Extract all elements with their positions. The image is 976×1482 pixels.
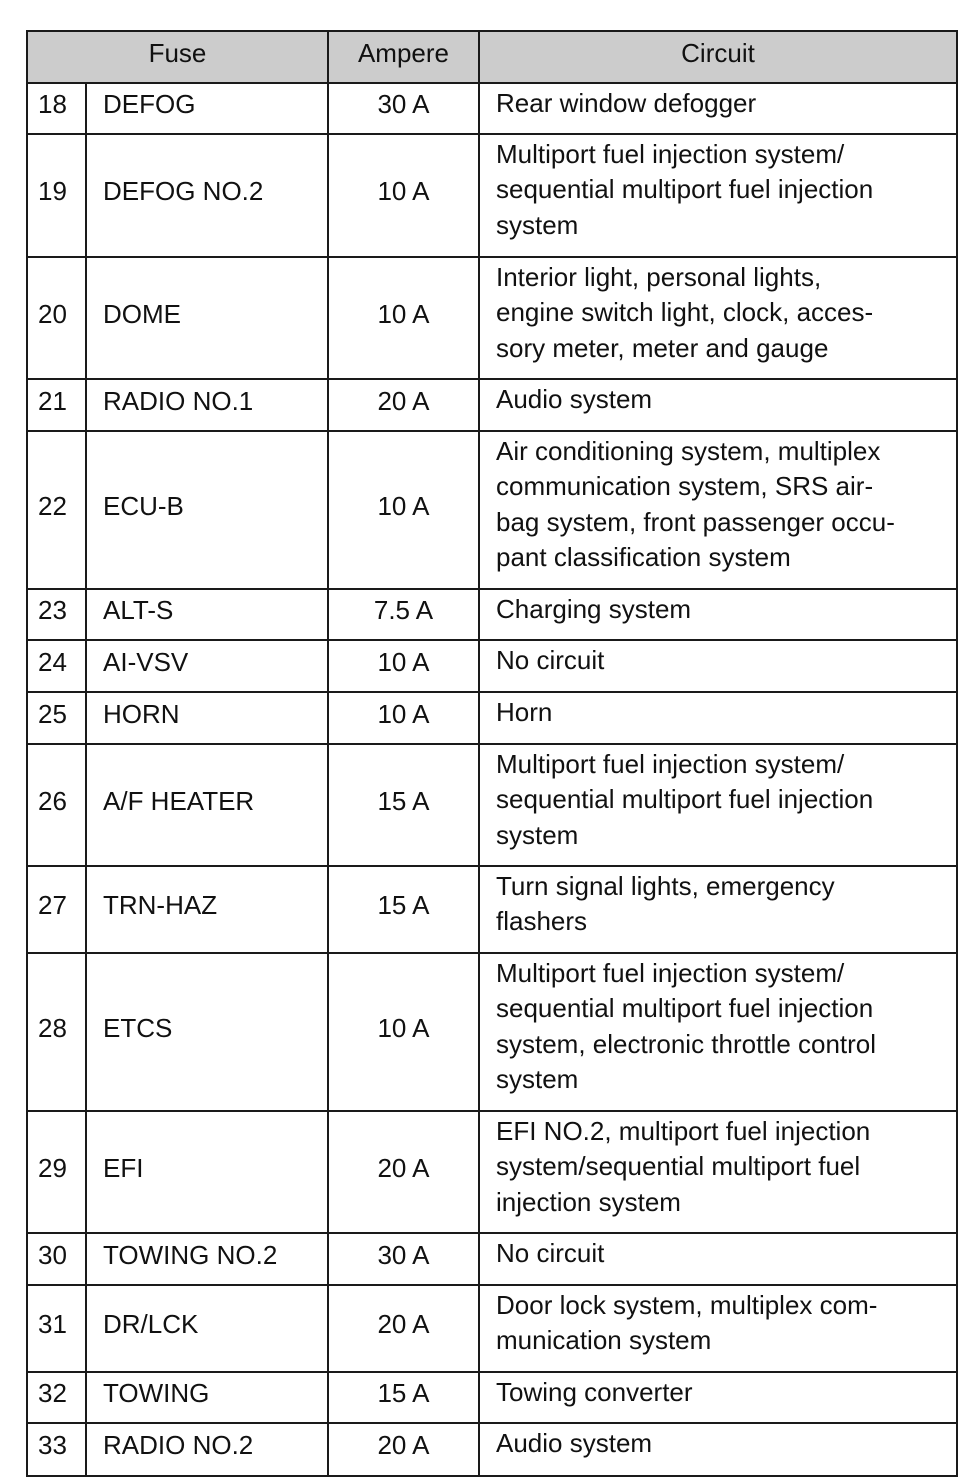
circuit-line: Multiport fuel injection system/: [496, 749, 845, 779]
fuse-number: [27, 640, 86, 692]
table-row: [27, 1285, 957, 1372]
fuse-name-text: DEFOG NO.2: [103, 176, 264, 206]
circuit-line: sequential multiport fuel injection: [496, 174, 874, 205]
fuse-name: [86, 744, 328, 866]
fuse-name: [86, 1372, 328, 1423]
fuse-number: [27, 953, 86, 1111]
fuse-ampere-text: 10 A: [377, 698, 430, 729]
fuse-ampere-text: 15 A: [377, 785, 430, 816]
table-row: [27, 1372, 957, 1423]
fuse-ampere: [328, 1233, 479, 1285]
table-row: [27, 379, 957, 431]
fuse-name: [86, 953, 328, 1111]
fuse-number-text: 29: [38, 1152, 67, 1183]
circuit-line: Audio system: [496, 384, 653, 414]
fuse-circuit: [479, 379, 957, 431]
table-row: [27, 83, 957, 134]
fuse-name-text: AI-VSV: [103, 646, 189, 677]
circuit-line: sequential multiport fuel injection: [496, 784, 874, 815]
circuit-line: engine switch light, clock, acces-: [496, 297, 874, 328]
fuse-ampere: [328, 431, 479, 589]
circuit-line: Charging system: [496, 594, 692, 624]
fuse-number: [27, 134, 86, 257]
fuse-name: [86, 866, 328, 953]
fuse-name-text: ETCS: [103, 1012, 173, 1043]
circuit-line: flashers: [496, 906, 588, 937]
fuse-number-text: 23: [38, 595, 67, 625]
fuse-circuit: [479, 83, 957, 134]
fuse-ampere-text: 30 A: [377, 1239, 430, 1270]
table-row: [27, 431, 957, 589]
circuit-line: system/sequential multiport fuel: [496, 1151, 861, 1182]
fuse-ampere: [328, 953, 479, 1111]
fuse-ampere-text: 20 A: [377, 1152, 430, 1183]
fuse-ampere: [328, 589, 479, 640]
fuse-number: [27, 431, 86, 589]
fuse-ampere: [328, 257, 479, 379]
fuse-name-text: HORN: [103, 698, 180, 729]
fuse-number-text: 22: [38, 490, 67, 521]
circuit-line: system: [496, 819, 579, 850]
fuse-ampere: [328, 83, 479, 134]
fuse-name-text: RADIO NO.1: [103, 385, 254, 416]
fuse-number-text: 24: [38, 646, 67, 677]
table-row: [27, 640, 957, 692]
fuse-name-text: EFI: [103, 1152, 144, 1183]
fuse-circuit: [479, 1372, 957, 1423]
fuse-circuit: [479, 589, 957, 640]
fuse-name-text: TOWING: [103, 1378, 210, 1408]
fuse-name: [86, 257, 328, 379]
circuit-line: Multiport fuel injection system/: [496, 139, 845, 169]
fuse-number-text: 28: [38, 1012, 67, 1043]
fuse-circuit: [479, 1285, 957, 1372]
table-row: [27, 1111, 957, 1233]
fuse-number: [27, 83, 86, 134]
circuit-line: No circuit: [496, 645, 605, 675]
fuse-name-text: TOWING NO.2: [103, 1239, 278, 1270]
table-row: [27, 692, 957, 744]
fuse-number-text: 19: [38, 176, 67, 206]
table-row: [27, 589, 957, 640]
fuse-number-text: 20: [38, 298, 67, 329]
fuse-circuit: [479, 1233, 957, 1285]
circuit-line: munication system: [496, 1325, 712, 1356]
fuse-number-text: 30: [38, 1239, 67, 1270]
fuse-number: [27, 744, 86, 866]
circuit-line: system: [496, 209, 579, 240]
fuse-ampere: [328, 379, 479, 431]
fuse-table-body: [27, 83, 957, 1476]
fuse-ampere: [328, 134, 479, 257]
fuse-number: [27, 589, 86, 640]
fuse-name-text: TRN-HAZ: [103, 890, 218, 920]
table-row: [27, 953, 957, 1111]
fuse-number: [27, 379, 86, 431]
circuit-line: Towing converter: [496, 1377, 693, 1407]
fuse-ampere-text: 10 A: [377, 298, 430, 329]
fuse-ampere-text: 15 A: [377, 890, 430, 920]
fuse-number: [27, 1285, 86, 1372]
fuse-ampere: [328, 744, 479, 866]
table-row: [27, 866, 957, 953]
fuse-ampere: [328, 866, 479, 953]
fuse-name: [86, 1285, 328, 1372]
fuse-number-text: 18: [38, 89, 67, 119]
fuse-circuit: [479, 744, 957, 866]
circuit-line: Door lock system, multiplex com-: [496, 1290, 878, 1320]
fuse-ampere: [328, 1372, 479, 1423]
circuit-line: pant classification system: [496, 541, 791, 572]
fuse-ampere-text: 10 A: [377, 646, 430, 677]
fuse-circuit: [479, 953, 957, 1111]
fuse-circuit: [479, 431, 957, 589]
fuse-number: [27, 1111, 86, 1233]
fuse-ampere: [328, 1111, 479, 1233]
fuse-ampere-text: 10 A: [377, 1012, 430, 1043]
fuse-name: [86, 379, 328, 431]
fuse-number: [27, 257, 86, 379]
fuse-name-text: DEFOG: [103, 89, 196, 119]
fuse-number-text: 33: [38, 1430, 67, 1460]
circuit-line: Air conditioning system, multiplex: [496, 436, 881, 466]
fuse-ampere-text: 10 A: [377, 490, 430, 521]
circuit-line: No circuit: [496, 1238, 605, 1268]
fuse-ampere-text: 7.5 A: [373, 595, 434, 625]
fuse-name: [86, 1111, 328, 1233]
circuit-line: Audio system: [496, 1428, 653, 1458]
fuse-ampere: [328, 1285, 479, 1372]
fuse-name-text: ECU-B: [103, 490, 184, 521]
fuse-number-text: 27: [38, 890, 67, 920]
circuit-line: sory meter, meter and gauge: [496, 332, 829, 363]
fuse-number: [27, 1423, 86, 1476]
fuse-circuit: [479, 1423, 957, 1476]
fuse-ampere: [328, 640, 479, 692]
circuit-line: system, electronic throttle control: [496, 1028, 877, 1059]
fuse-ampere-text: 20 A: [377, 1309, 430, 1339]
fuse-ampere-text: 20 A: [377, 385, 430, 416]
fuse-ampere: [328, 692, 479, 744]
circuit-line: EFI NO.2, multiport fuel injection: [496, 1116, 871, 1146]
circuit-line: bag system, front passenger occu-: [496, 506, 895, 537]
circuit-line: communication system, SRS air-: [496, 471, 874, 502]
fuse-name: [86, 134, 328, 257]
fuse-table: [26, 30, 958, 1477]
circuit-line: Interior light, personal lights,: [496, 262, 822, 292]
fuse-circuit: [479, 692, 957, 744]
fuse-name: [86, 692, 328, 744]
circuit-line: Horn: [496, 697, 553, 727]
header-ampere: Ampere: [328, 31, 479, 83]
fuse-ampere-text: 30 A: [377, 89, 430, 119]
circuit-line: Multiport fuel injection system/: [496, 958, 845, 988]
fuse-name-text: DR/LCK: [103, 1309, 199, 1339]
fuse-ampere-text: 20 A: [377, 1430, 430, 1460]
fuse-name: [86, 1233, 328, 1285]
table-row: [27, 744, 957, 866]
fuse-number: [27, 692, 86, 744]
fuse-ampere-text: 15 A: [377, 1378, 430, 1408]
fuse-name-text: RADIO NO.2: [103, 1430, 254, 1460]
circuit-line: Turn signal lights, emergency: [496, 871, 835, 901]
fuse-name: [86, 589, 328, 640]
header-circuit: Circuit: [479, 31, 957, 83]
fuse-number-text: 31: [38, 1309, 67, 1339]
fuse-number: [27, 1372, 86, 1423]
fuse-ampere-text: 10 A: [377, 176, 430, 206]
fuse-number-text: 32: [38, 1378, 67, 1408]
fuse-circuit: [479, 1111, 957, 1233]
fuse-circuit: [479, 866, 957, 953]
table-row: [27, 1233, 957, 1285]
fuse-name-text: ALT-S: [103, 595, 174, 625]
header-fuse: Fuse: [27, 31, 328, 83]
circuit-line: sequential multiport fuel injection: [496, 993, 874, 1024]
fuse-ampere: [328, 1423, 479, 1476]
fuse-number-text: 26: [38, 785, 67, 816]
fuse-name-text: DOME: [103, 298, 181, 329]
circuit-line: system: [496, 1063, 579, 1094]
fuse-circuit: [479, 640, 957, 692]
circuit-line: Rear window defogger: [496, 88, 757, 118]
table-row: [27, 134, 957, 257]
circuit-line: injection system: [496, 1186, 681, 1217]
fuse-circuit: [479, 134, 957, 257]
table-row: [27, 1423, 957, 1476]
fuse-number-text: 21: [38, 385, 67, 416]
fuse-number: [27, 1233, 86, 1285]
fuse-number: [27, 866, 86, 953]
fuse-name: [86, 83, 328, 134]
fuse-name: [86, 640, 328, 692]
fuse-circuit: [479, 257, 957, 379]
fuse-number-text: 25: [38, 698, 67, 729]
table-row: [27, 257, 957, 379]
header-row: [27, 31, 957, 83]
fuse-name: [86, 1423, 328, 1476]
fuse-name-text: A/F HEATER: [103, 785, 255, 816]
fuse-name: [86, 431, 328, 589]
